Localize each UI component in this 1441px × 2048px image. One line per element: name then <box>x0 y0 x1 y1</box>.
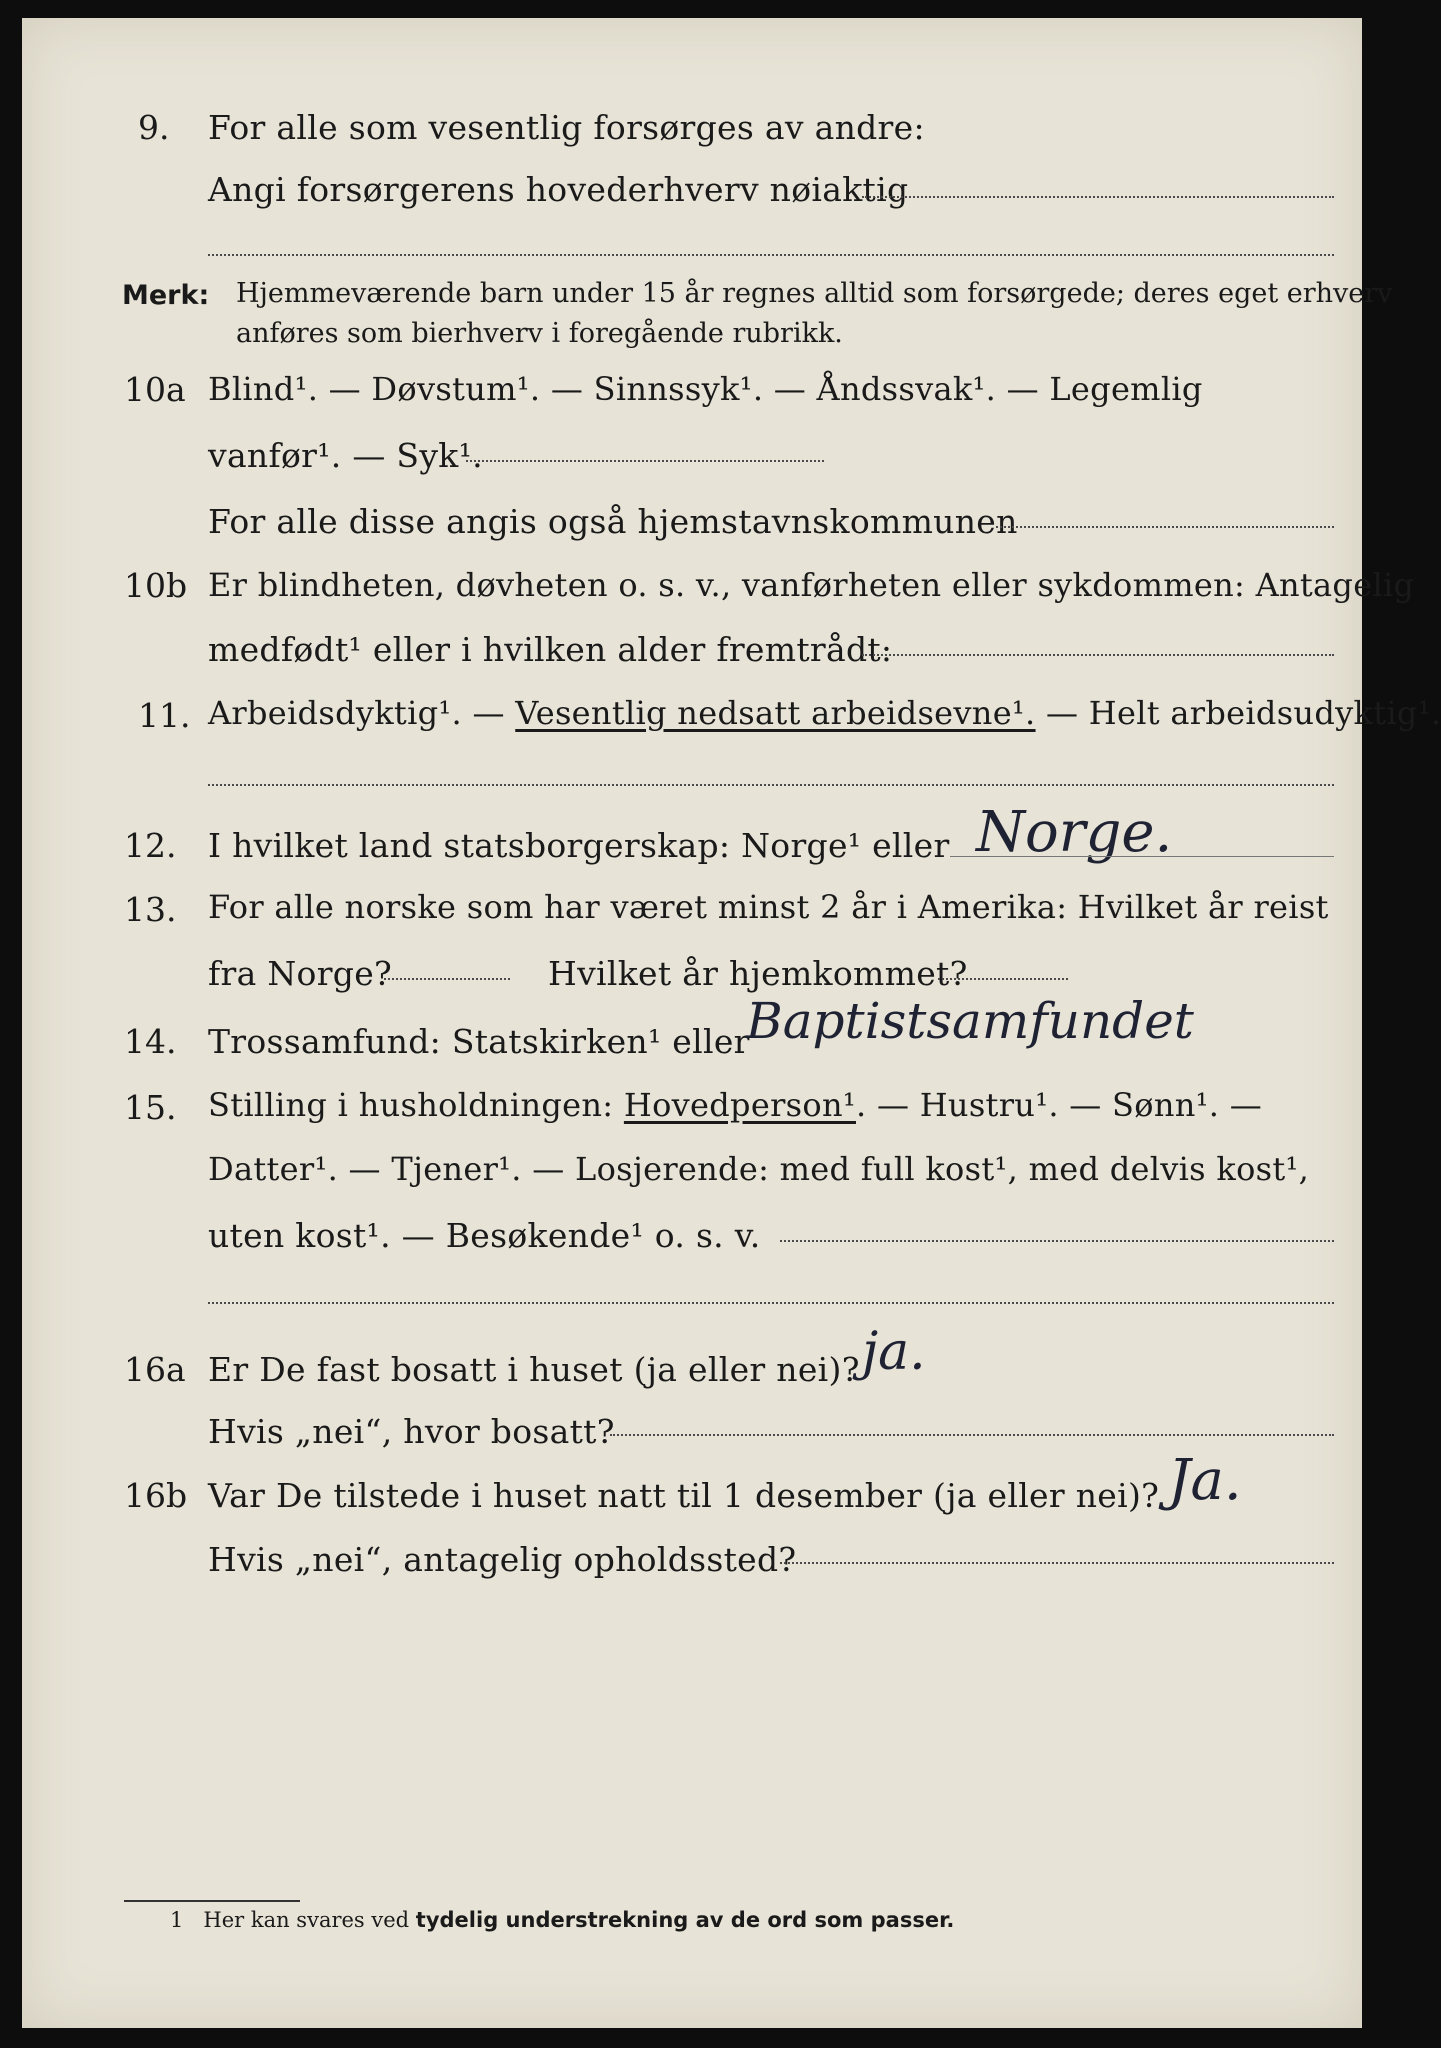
answer-line-q10a-home <box>996 526 1334 528</box>
answer-line-q15 <box>780 1240 1334 1242</box>
q16b-line2: Hvis „nei“, antagelig opholdssted? <box>208 1540 797 1579</box>
question-number-12: 12. <box>124 826 177 865</box>
answer-line-q9-extra <box>208 254 1334 256</box>
q15-pre: Stilling i husholdningen: <box>208 1086 624 1124</box>
q11-line <box>208 694 1441 732</box>
answer-line-q16b <box>780 1562 1334 1564</box>
question-number-16b: 16b <box>124 1476 188 1515</box>
q9-line2: Angi forsørgerens hovederhverv nøiaktig <box>208 170 909 209</box>
q16a-handwritten-answer: ja. <box>862 1322 926 1382</box>
q11-pre: Arbeidsdyktig¹. — <box>208 694 516 732</box>
q15-line1 <box>208 1086 1262 1124</box>
q11-underlined-answer: Vesentlig nedsatt arbeidsevne¹. <box>515 694 1036 732</box>
q14-text: Trossamfund: Statskirken¹ eller <box>208 1022 750 1061</box>
q10a-line2: vanfør¹. — Syk¹. <box>208 436 483 475</box>
question-number-10b: 10b <box>124 566 188 605</box>
answer-line-q13-right <box>938 978 1068 980</box>
footnote-rule <box>124 1900 300 1902</box>
footnote <box>170 1908 954 1932</box>
q9-line1: For alle som vesentlig forsørges av andre: <box>208 108 925 147</box>
q13-line1: For alle norske som har været minst 2 år i Amerika: Hvilket år reist <box>208 888 1329 926</box>
q10b-line1: Er blindheten, døvheten o. s. v., vanførheten eller sykdommen: Antagelig <box>208 566 1415 604</box>
q16a-line1: Er De fast bosatt i huset (ja eller nei)? <box>208 1350 860 1389</box>
answer-line-q9 <box>862 196 1334 198</box>
question-number-9: 9. <box>138 108 170 147</box>
q11-post: — Helt arbeidsudyktig¹. <box>1035 694 1441 732</box>
question-number-13: 13. <box>124 890 177 929</box>
answer-line-q12 <box>950 856 1334 857</box>
merk-line1: Hjemmeværende barn under 15 år regnes alltid som forsørgede; deres eget erhverv <box>236 278 1393 309</box>
question-number-10a: 10a <box>124 370 186 409</box>
q12-handwritten-answer: Norge. <box>976 800 1173 865</box>
answer-line-q16a <box>610 1434 1334 1436</box>
answer-line-q15-extra <box>208 1302 1334 1304</box>
q12-text: I hvilket land statsborgerskap: Norge¹ eller <box>208 826 950 865</box>
q10b-line2: medfødt¹ eller i hvilken alder fremtrådt: <box>208 630 893 669</box>
answer-line-q10a <box>466 460 824 462</box>
q13-line2b: Hvilket år hjemkommet? <box>548 954 968 993</box>
footnote-bold-text: tydelig understrekning av de ord som passer. <box>415 1908 955 1932</box>
q15-line2: Datter¹. — Tjener¹. — Losjerende: med full kost¹, med delvis kost¹, <box>208 1150 1310 1188</box>
answer-line-q13-left <box>384 978 510 980</box>
q16b-line1: Var De tilstede i huset natt til 1 desember (ja eller nei)? <box>208 1476 1160 1515</box>
q16a-line2: Hvis „nei“, hvor bosatt? <box>208 1412 615 1451</box>
merk-line2: anføres som bierhverv i foregående rubrikk. <box>236 318 843 349</box>
footnote-mark: 1 <box>170 1908 184 1932</box>
q15-post: . — Hustru¹. — Sønn¹. — <box>856 1086 1263 1124</box>
q13-line2a: fra Norge? <box>208 954 393 993</box>
question-number-16a: 16a <box>124 1350 186 1389</box>
q10a-line3: For alle disse angis også hjemstavnskommunen <box>208 502 1018 541</box>
question-number-14: 14. <box>124 1022 177 1061</box>
q16b-handwritten-answer: Ja. <box>1168 1448 1242 1513</box>
q15-line3: uten kost¹. — Besøkende¹ o. s. v. <box>208 1216 761 1255</box>
merk-label: Merk: <box>122 280 210 311</box>
q10a-line1: Blind¹. — Døvstum¹. — Sinnssyk¹. — Åndssvak¹. — Legemlig <box>208 370 1203 408</box>
q15-underlined-answer: Hovedperson¹ <box>623 1086 856 1124</box>
question-number-15: 15. <box>124 1088 177 1127</box>
answer-line-q11 <box>208 784 1334 786</box>
footnote-text: Her kan svares ved <box>203 1908 416 1932</box>
question-number-11: 11. <box>138 696 191 735</box>
q14-handwritten-answer: Baptistsamfundet <box>746 992 1194 1050</box>
answer-line-q10b <box>862 654 1334 656</box>
